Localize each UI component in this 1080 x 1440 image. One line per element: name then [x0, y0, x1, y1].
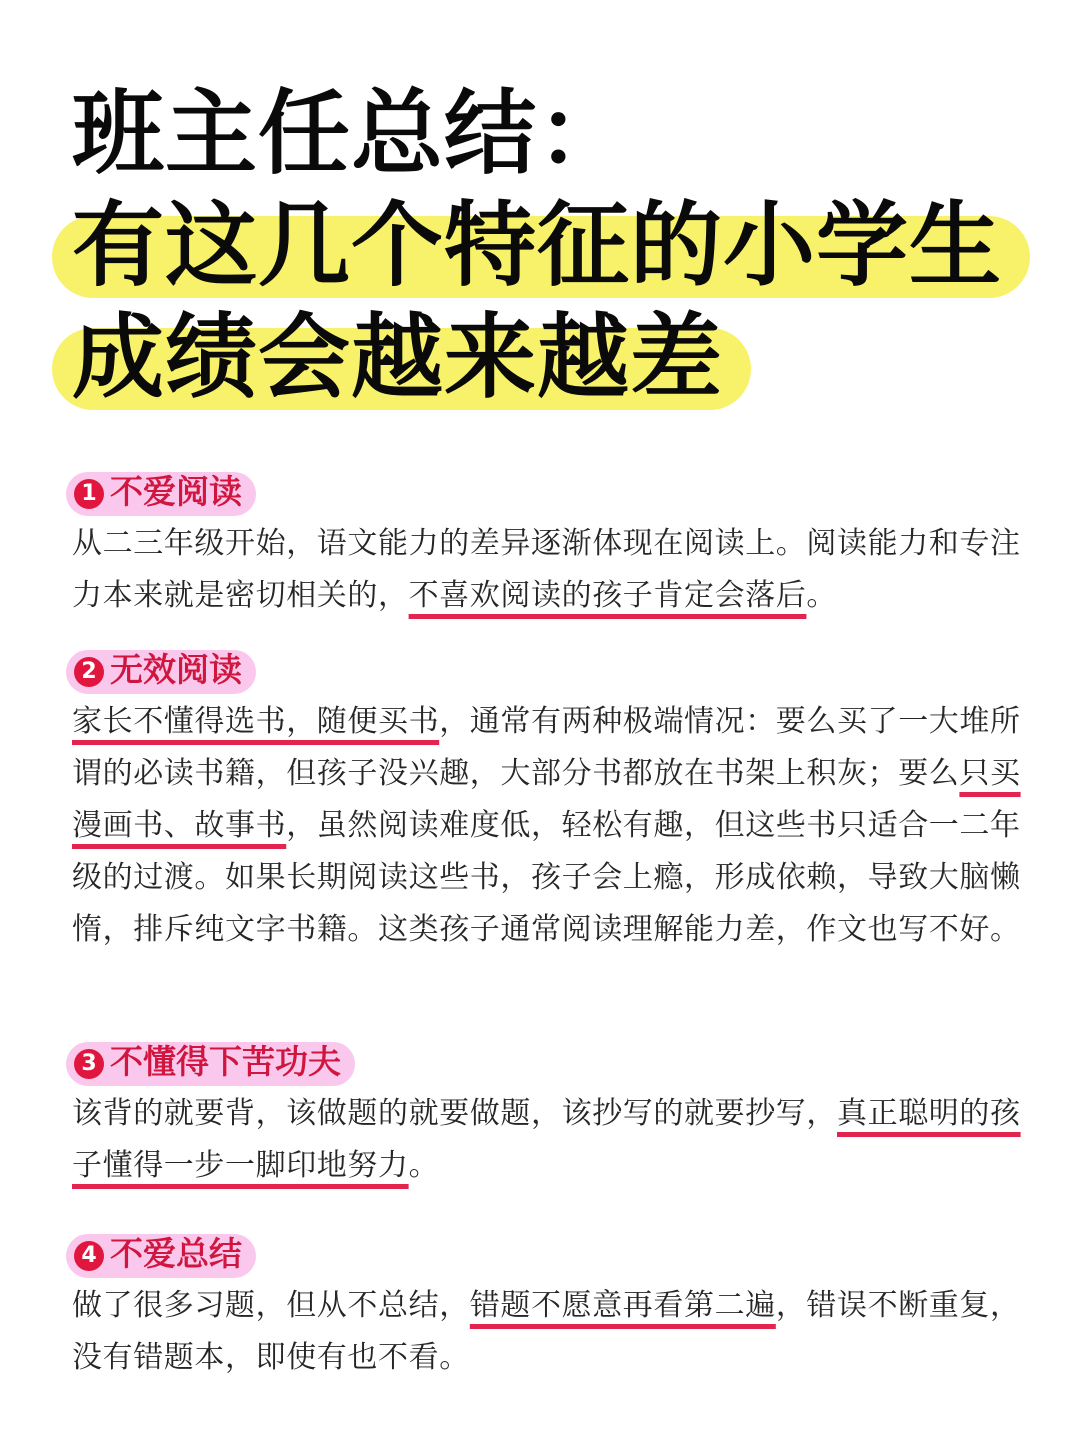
text-run: 该背的就要背，该做题的就要做题，该抄写的就要抄写，: [72, 1096, 837, 1131]
section-2: [72, 648, 1032, 956]
number-badge-icon: 2: [74, 657, 104, 687]
section-1: [72, 470, 1032, 622]
section-paragraph: [72, 1088, 1032, 1192]
number-badge-icon: 4: [74, 1241, 104, 1271]
section-heading-text: 不爱总结: [110, 1234, 242, 1273]
section-heading: [72, 1232, 256, 1276]
text-run: 。: [408, 1148, 440, 1183]
section-heading-text: 不懂得下苦功夫: [110, 1042, 341, 1081]
section-paragraph: [72, 1280, 1032, 1384]
text-run: ，错误不断重复，没有错题本，即使有也不看。: [72, 1288, 1021, 1375]
text-run: 从二三年级开始，语文能力的差异逐渐体现在阅读上。阅读能力和专注力本来就是密切相关的，: [72, 526, 1021, 613]
underlined-text: 家长不懂得选书，随便买书: [72, 704, 440, 739]
text-run: 做了很多习题，但从不总结，: [72, 1288, 470, 1323]
section-heading: [72, 648, 256, 692]
underlined-text: 真正聪明的孩子懂得一步一脚印地努力: [72, 1096, 1021, 1183]
number-badge-icon: 3: [74, 1049, 104, 1079]
title-line-1: 班主任总结：: [72, 80, 631, 187]
underlined-text: 不喜欢阅读的孩子肯定会落后: [408, 578, 807, 613]
section-heading: [72, 470, 256, 514]
section-paragraph: [72, 518, 1032, 622]
text-run: ，虽然阅读难度低，轻松有趣，但这些书只适合一二年级的过渡。如果长期阅读这些书，孩子会上瘾，形成依赖，导致大脑懒惰，排斥纯文字书籍。这类孩子通常阅读理解能力差，作文也写不好。: [72, 808, 1021, 947]
text-run: ，通常有两种极端情况：要么买了一大堆所谓的必读书籍，但孩子没兴趣，大部分书都放在书架上积灰；要么: [72, 704, 1021, 791]
underlined-text: 只买漫画书、故事书: [72, 756, 1021, 843]
section-heading-text: 无效阅读: [110, 650, 242, 689]
title-line-3: 成绩会越来越差: [66, 302, 751, 414]
title-block: [72, 78, 1080, 414]
title-line-2: 有这几个特征的小学生: [66, 190, 1030, 302]
section-3: [72, 1040, 1032, 1192]
text-run: 。: [806, 578, 838, 613]
section-heading-text: 不爱阅读: [110, 472, 242, 511]
number-badge-icon: 1: [74, 479, 104, 509]
section-heading: [72, 1040, 355, 1084]
section-paragraph: [72, 696, 1032, 956]
underlined-text: 错题不愿意再看第二遍: [469, 1288, 776, 1323]
section-4: [72, 1232, 1032, 1384]
